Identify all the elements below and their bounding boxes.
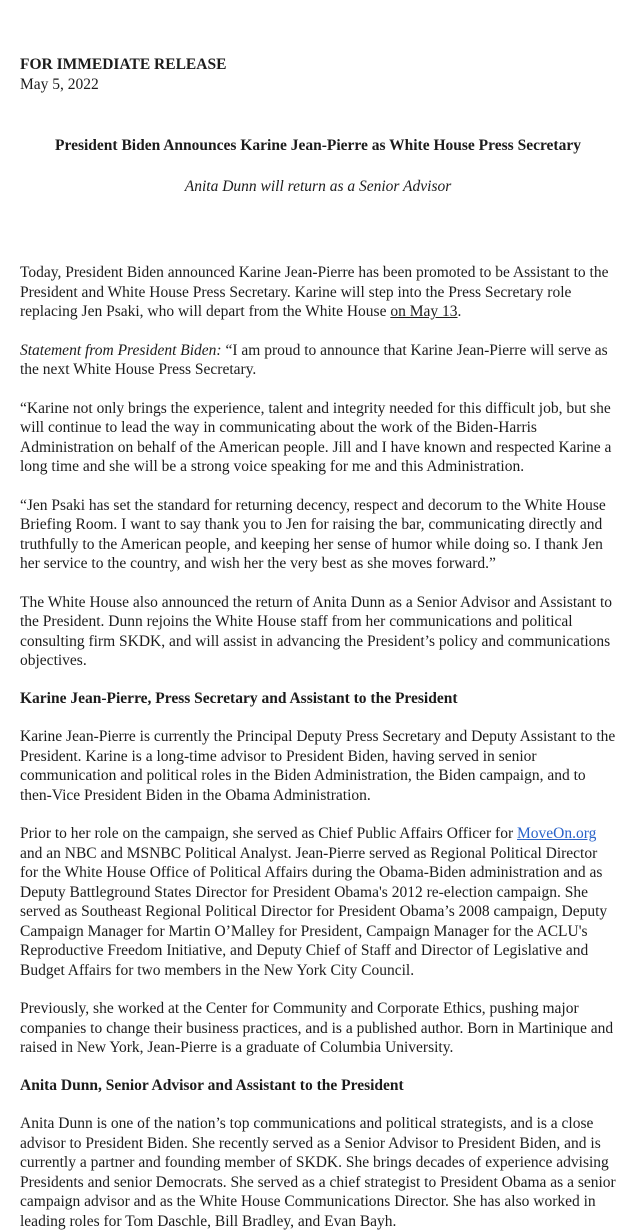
subheadline: Anita Dunn will return as a Senior Advisor	[184, 177, 452, 195]
kjp-section-heading: Karine Jean-Pierre, Press Secretary and Assistant to the President	[20, 689, 458, 707]
statement-label: Statement from President Biden:	[20, 341, 222, 359]
press-release	[20, 55, 616, 1231]
announcement-end: .	[457, 303, 462, 320]
kjp-previous-paragraph: Previously, she worked at the Center for Community and Corporate Ethics, pushing major companies to change their business practices, and is a published author. Born in Martinique and raised in New York, Jean-Pierre is a graduate of Columbia University.	[20, 1000, 614, 1056]
release-label: FOR IMMEDIATE RELEASE	[20, 56, 227, 73]
release-date: May 5, 2022	[20, 75, 99, 93]
kjp-bio-paragraph: Karine Jean-Pierre is currently the Principal Deputy Press Secretary and Deputy Assistant to the President. Karine is a long-time advisor to President Biden, having served in senior communication and political roles in the Biden Administration, the Biden campaign, and to then-Vice President Biden in the Obama Administration.	[20, 728, 616, 804]
departure-date: on May 13	[390, 303, 458, 320]
quote-paragraph-psaki: “Jen Psaki has set the standard for returning decency, respect and decorum to the White House Briefing Room. I want to say thank you to Jen for raising the bar, communicating directly and truthfully to the American people, and keeping her sense of humor while doing so. I thank Jen her service to the country, and wish her the very best as she moves forward.”	[20, 496, 606, 572]
moveon-link[interactable]: MoveOn.org	[517, 825, 597, 842]
headline: President Biden Announces Karine Jean-Pierre as White House Press Secretary	[55, 137, 581, 154]
dunn-section-heading: Anita Dunn, Senior Advisor and Assistant to the President	[20, 1076, 404, 1094]
statement-text: “I am proud to announce that Karine Jean-Pierre will serve as the next White House Press Secretary.	[20, 341, 608, 378]
kjp-career-text-continued: and an NBC and MSNBC Political Analyst. Jean-Pierre served as Regional Political Director for the White House Office of Political Affairs during the Obama-Biden administration and as Deputy Battleground States Director for President Obama's 2012 re-election campaign. She served as Southeast Regional Political Director for President Obama’s 2008 campaign, Deputy Campaign Manager for Martin O’Malley for President, Campaign Manager for the ACLU's Reproductive Freedom Initiative, and Deputy Chief of Staff and Director of Legislative and Budget Affairs for two members in the New York City Council.	[20, 844, 608, 979]
quote-paragraph-karine: “Karine not only brings the experience, talent and integrity needed for this difficult job, but she will continue to lead the way in communicating about the work of the Biden-Harris Administration on behalf of the American people. Jill and I have known and respected Karine a long time and she will be a strong voice speaking for me and this Administration.	[20, 399, 612, 475]
statement-paragraph	[20, 341, 616, 380]
announcement-paragraph	[20, 263, 616, 322]
announcement-text: Today, President Biden announced Karine Jean-Pierre has been promoted to be Assistant to the President and White House Press Secretary. Karine will step into the Press Secretary role replacing Jen Psaki, who will depart from the White House	[20, 264, 609, 320]
kjp-career-paragraph	[20, 824, 616, 980]
dunn-bio-paragraph: Anita Dunn is one of the nation’s top communications and political strategists, and is a close advisor to President Biden. She recently served as a Senior Advisor to President Biden, and is currently a partner and founding member of SKDK. She brings decades of experience advising Presidents and senior Democrats. She served as a chief strategist to President Obama as a senior campaign advisor and as the White House Communications Director. She has also worked in leading roles for Tom Daschle, Bill Bradley, and Evan Bayh.	[20, 1115, 616, 1230]
kjp-career-text: Prior to her role on the campaign, she served as Chief Public Affairs Officer for	[20, 825, 518, 842]
dunn-announcement-paragraph: The White House also announced the return of Anita Dunn as a Senior Advisor and Assistant to the President. Dunn rejoins the White House staff from her communications and political consulting firm SKDK, and will assist in advancing the President’s policy and communications objectives.	[20, 593, 613, 669]
